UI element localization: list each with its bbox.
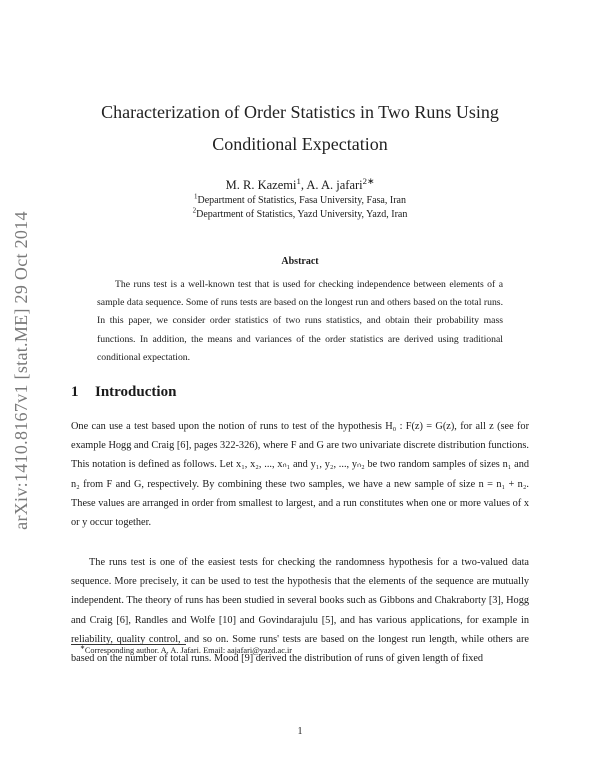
author-kazemi: M. R. Kazemi [225, 178, 297, 192]
paper-title-line-1: Characterization of Order Statistics in Two Runs Using [101, 102, 499, 122]
page-number: 1 [297, 726, 303, 737]
author-jafari-affil-mark: 2∗ [362, 175, 375, 186]
arxiv-identifier[interactable]: arXiv:1410.8167v1 [stat.ME] 29 Oct 2014 [10, 210, 31, 530]
affiliation-1-mark: 1 [194, 192, 198, 201]
affiliation-1 [60, 192, 540, 206]
intro-paragraph-1: One can use a test based upon the notion of runs to test of the hypothesis H₀ : F(z) = G(z), for all z (see for example Hogg and Craig [6], pages 322-326), where F and G are two univariate discrete distribution functions. This notation is defined as follows. Let x₁, x₂, ..., xₙ₁ and y₁, y₂, ..., yₙ₂ be two random samples of sizes n₁ and n₂ from F and G, respectively. By combining these two samples, we have a new sample of size n = n₁ + n₂. These values are arranged in order from smallest to largest, and a run constitutes when one or more values of x or y occur together. [71, 421, 529, 529]
footnote-text: Corresponding author. A. A. Jafari. Email: aajafari@yazd.ac.ir [84, 646, 293, 655]
author-kazemi-affil-mark: 1 [296, 175, 301, 186]
footnote-divider [71, 644, 186, 645]
arxiv-sidebar-stamp [8, 180, 34, 560]
author-jafari: A. A. jafari [306, 178, 363, 192]
section-heading-introduction [71, 384, 176, 401]
footnote-mark: ∗ [80, 645, 85, 652]
intro-paragraph-2: The runs test is one of the easiest tests for checking the randomness hypothesis for a two-valued data sequence. More precisely, it can be used to test the hypothesis that the elements of the sequence are mutually independent. The theory of runs has been studied in several books such as Gibbons and Chakraborty [3], Hogg and Craig [6], Randles and Wolfe [10] and Govindarajulu [5], and has various applications, for example in reliability, quality control, and so on. Some runs' tests are based on the longest run length, while others are based on the number of total runs. Mood [9] derived the distribution of runs of given length of fixed [71, 557, 529, 665]
section-number: 1 [71, 384, 79, 400]
section-title: Introduction [95, 384, 177, 400]
abstract-heading: Abstract [281, 256, 319, 267]
footnote [80, 646, 520, 655]
paper-title-line-2: Conditional Expectation [212, 134, 388, 154]
affiliation-1-text: Department of Statistics, Fasa University, Fasa, Iran [197, 195, 406, 206]
affiliation-2 [60, 206, 540, 220]
author-separator: , [300, 178, 307, 192]
affiliation-2-text: Department of Statistics, Yazd University, Yazd, Iran [196, 209, 408, 220]
affiliation-2-mark: 2 [192, 206, 197, 215]
abstract-text: The runs test is a well-known test that is used for checking independence between elements of a sample data sequence. Some of runs tests are based on the longest run and others based on the total runs. In this paper, we consider order statistics of two runs statistics, and obtain their probability mass functions. In addition, the means and variances of the order statistics are derived using traditional conditional expectation. [97, 279, 503, 363]
author-list [60, 175, 540, 193]
